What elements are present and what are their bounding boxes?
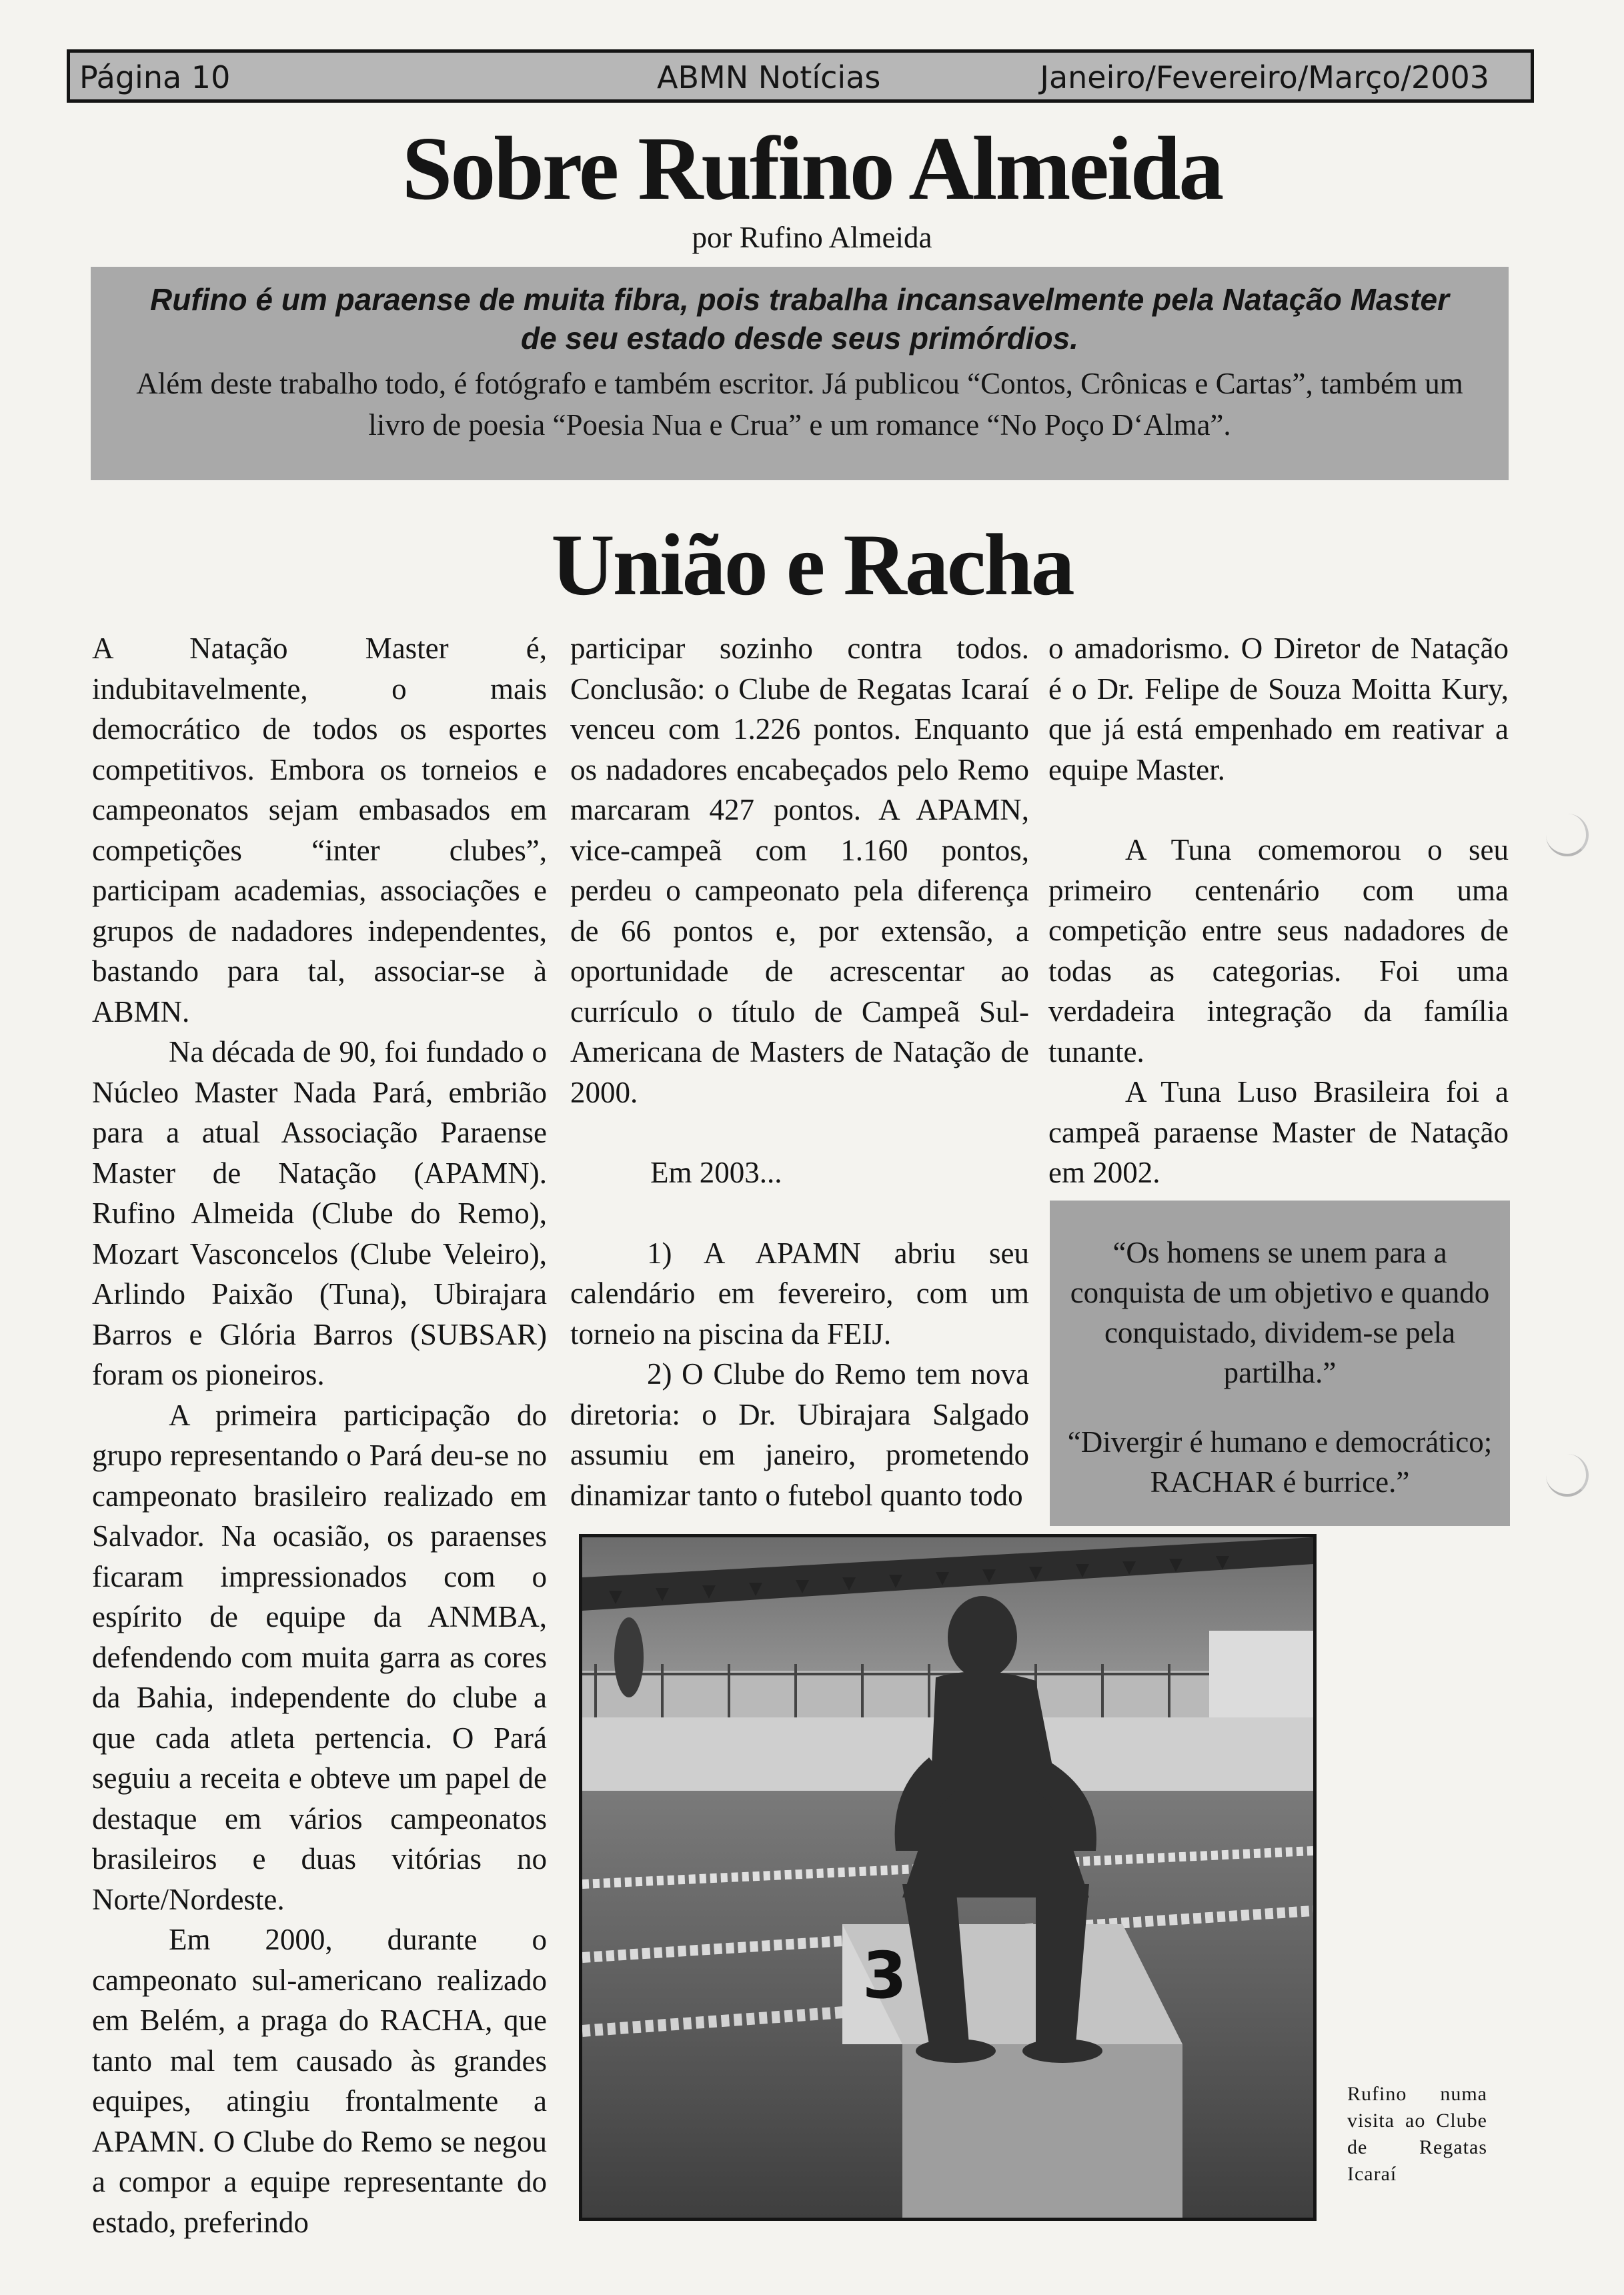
paragraph: Na década de 90, foi fundado o Núcleo Master Nada Pará, embrião para a atual Associação Paraense Master de Natação (APAMN). Rufino Almeida (Clube do Remo), Mozart Vasconcelos (Clube Veleiro), Arlindo Paixão (Tuna), Ubirajara Barros e Glória Barros (SUBSAR) foram os pioneiros.	[92, 1035, 547, 1391]
intro-box	[91, 267, 1509, 480]
punch-hole	[1546, 1454, 1589, 1497]
article-column-2	[570, 628, 1029, 1515]
paragraph: o amadorismo. O Diretor de Natação é o Dr. Felipe de Souza Moitta Kury, que já está empenhado em reativar a equipe Master.	[1048, 632, 1509, 786]
section-title: União e Racha	[551, 516, 1073, 614]
paragraph: A Natação Master é, indubitavelmente, o mais democrático de todos os esportes competitivos. Embora os torneios e campeonatos sejam embasados em competições “inter clubes”, participam academias, associações e grupos de nadadores independentes, bastando para tal, associar-se à ABMN.	[92, 632, 547, 1028]
intro-lead: Rufino é um paraense de muita fibra, pois trabalha incansavelmente pela Natação Master de seu estado desde seus primórdios.	[150, 282, 1449, 355]
publication-name: ABMN Notícias	[657, 59, 881, 95]
swimmer-photo-illustration	[582, 1537, 1313, 2218]
punch-hole	[1546, 814, 1589, 856]
article-column-1	[92, 628, 547, 2242]
page-header-bar	[67, 49, 1534, 103]
paragraph: Em 2000, durante o campeonato sul-americano realizado em Belém, a praga do RACHA, que tanto mal tem causado às grandes equipes, atingiu frontalmente a APAMN. O Clube do Remo se negou a compor a equipe representante do estado, preferindo	[92, 1923, 547, 2239]
byline: por Rufino Almeida	[692, 221, 932, 254]
paragraph: A Tuna Luso Brasileira foi a campeã paraense Master de Natação em 2002.	[1048, 1075, 1509, 1189]
paragraph: A primeira participação do grupo representando o Pará deu-se no campeonato brasileiro realizado em Salvador. Na ocasião, os paraenses ficaram impressionados com o espírito de equipe da ANMBA, defendendo com muita garra as cores da Bahia, independente do clube a que cada atleta pertencia. O Pará seguiu a receita e obteve um papel de destaque em vários campeonatos brasileiros e duas vitórias no Norte/Nordeste.	[92, 1398, 547, 1916]
subheading: Em 2003...	[650, 1156, 782, 1189]
block-number: 3	[862, 1938, 907, 2013]
issue-date: Janeiro/Fevereiro/Março/2003	[1040, 59, 1489, 95]
page-number: Página 10	[79, 59, 231, 95]
paragraph: participar sozinho contra todos. Conclusão: o Clube de Regatas Icaraí venceu com 1.226 pontos. Enquanto os nadadores encabeçados pelo Remo marcaram 427 pontos. A APAMN, vice-campeã com 1.160 pontos, perdeu o campeonato pela diferença de 66 pontos e, por extensão, a oportunidade de acrescentar ao currículo o título de Campeã Sul-Americana de Masters de Natação de 2000.	[570, 632, 1029, 1109]
photo-caption: Rufino numa visita ao Clube de Regatas Icaraí	[1347, 2083, 1487, 2185]
quote-box	[1050, 1201, 1510, 1526]
quote: “Divergir é humano e democrático; RACHAR é burrice.”	[1067, 1425, 1493, 1499]
paragraph: A Tuna comemorou o seu primeiro centenário com uma competição entre seus nadadores de todas as categorias. Foi uma verdadeira integração da família tunante.	[1048, 833, 1509, 1068]
quote: “Os homens se unem para a conquista de um objetivo e quando conquistado, dividem-se pela partilha.”	[1070, 1236, 1490, 1389]
paragraph: 1) A APAMN abriu seu calendário em fevereiro, com um torneio na piscina da FEIJ.	[570, 1236, 1029, 1351]
article-column-3	[1048, 628, 1509, 1193]
intro-text: Além deste trabalho todo, é fotógrafo e também escritor. Já publicou “Contos, Crônicas e Cartas”, também um livro de poesia “Poesia Nua e Crua” e um romance “No Poço D‘Alma”.	[136, 367, 1463, 442]
paragraph: 2) O Clube do Remo tem nova diretoria: o Dr. Ubirajara Salgado assumiu em janeiro, prometendo dinamizar tanto o futebol quanto todo	[570, 1357, 1029, 1512]
swimmer-photo	[579, 1534, 1317, 2221]
article-title: Sobre Rufino Almeida	[401, 119, 1223, 219]
